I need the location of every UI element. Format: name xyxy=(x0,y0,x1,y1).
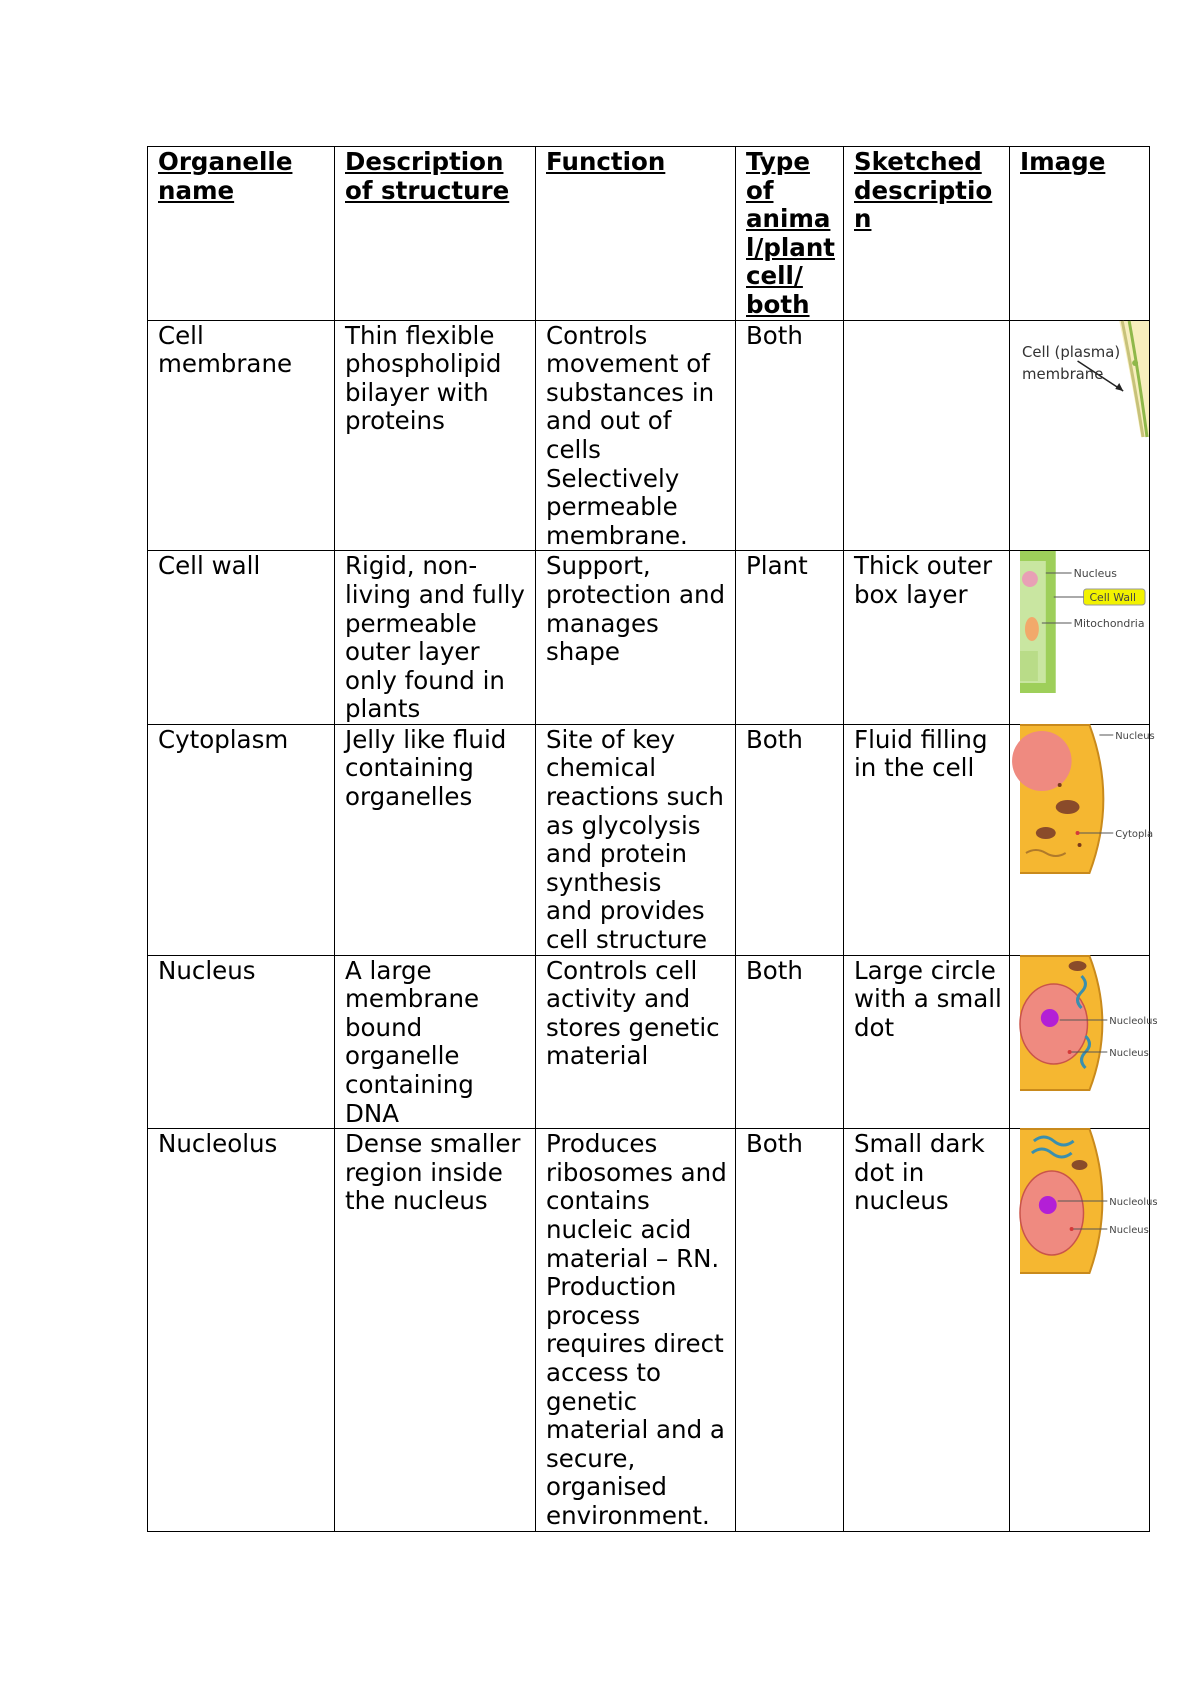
cell-type: Both xyxy=(736,1129,844,1531)
cell-organelle-name: Nucleus xyxy=(148,955,335,1129)
cell-organelle-name: Nucleolus xyxy=(148,1129,335,1531)
header-image: Image xyxy=(1010,147,1150,321)
cell-image xyxy=(1010,320,1150,551)
cell-function xyxy=(536,724,736,955)
cell-wall-illustration xyxy=(1020,551,1149,693)
organelle-table xyxy=(147,146,1158,1532)
cell-description: A large membrane bound organelle containing DNA xyxy=(335,955,536,1129)
cell-type: Plant xyxy=(736,551,844,725)
header-type: Type of animal/plant cell/ both xyxy=(736,147,844,321)
header-sketched-description: Sketched description xyxy=(844,147,1010,321)
cell-description: Dense smaller region inside the nucleus xyxy=(335,1129,536,1531)
cytoplasm-illustration xyxy=(1020,725,1155,873)
cell-description: Jelly like fluid containing organelles xyxy=(335,724,536,955)
cell-image xyxy=(1010,551,1150,725)
cell-function: Produces ribosomes and contains nucleic acid material – RN. Production process requires direct access to genetic material and a secure, organised environment. xyxy=(536,1129,736,1531)
cell-membrane-image xyxy=(1020,321,1149,437)
image-label: Mitochondria xyxy=(1073,617,1145,631)
cell-organelle-name: Cytoplasm xyxy=(148,724,335,955)
cell-type: Both xyxy=(736,724,844,955)
cell-sketch xyxy=(844,320,1010,551)
nucleolus-illustration xyxy=(1020,1129,1158,1273)
cell-sketch: Small dark dot in nucleus xyxy=(844,1129,1010,1531)
cell-type: Both xyxy=(736,955,844,1129)
image-label: Nucleus xyxy=(1115,730,1155,742)
function-text: Site of key chemical reactions such as glycolysis and protein synthesis and provides cell structure xyxy=(546,724,724,955)
cell-type: Both xyxy=(736,320,844,551)
cell-description: Thin flexible phospholipid bilayer with proteins xyxy=(335,320,536,551)
table-row xyxy=(148,724,1150,955)
cell-function xyxy=(536,320,736,551)
function-text: Controls movement of substances in and out of cells Selectively permeable membrane. xyxy=(546,320,715,550)
cell-image xyxy=(1010,955,1158,1129)
nucleus-image xyxy=(1020,956,1158,1090)
cell-sketch: Fluid filling in the cell xyxy=(844,724,1010,955)
cell-organelle-name: Cell wall xyxy=(148,551,335,725)
cell-function: Support, protection and manages shape xyxy=(536,551,736,725)
cell-sketch: Large circle with a small dot xyxy=(844,955,1010,1129)
cytoplasm-image xyxy=(1020,725,1155,873)
cell-organelle-name: Cell membrane xyxy=(148,320,335,551)
cell-image xyxy=(1010,724,1155,955)
table-header-row xyxy=(148,147,1150,321)
nucleolus-image xyxy=(1020,1129,1158,1273)
table-row xyxy=(148,320,1150,551)
cell-description: Rigid, non-living and fully permeable outer layer only found in plants xyxy=(335,551,536,725)
cell-function: Controls cell activity and stores genetic material xyxy=(536,955,736,1129)
image-label: Nucleus xyxy=(1109,1047,1149,1059)
cell-image xyxy=(1010,1129,1158,1531)
image-label: membrane xyxy=(1021,364,1104,383)
image-label: Cell (plasma) xyxy=(1021,342,1121,361)
image-label: Nucleus xyxy=(1109,1225,1149,1237)
table-row xyxy=(148,955,1150,1129)
image-label: Nucleolus xyxy=(1109,1015,1158,1027)
image-label: Cytopla xyxy=(1115,828,1154,840)
table-row xyxy=(148,1129,1150,1531)
image-label: Nucleolus xyxy=(1109,1197,1158,1209)
image-label: Cell Wall xyxy=(1089,591,1137,605)
header-description: Description of structure xyxy=(335,147,536,321)
cell-wall-image xyxy=(1020,551,1149,693)
header-organelle-name: Organelle name xyxy=(148,147,335,321)
table-row xyxy=(148,551,1150,725)
header-function: Function xyxy=(536,147,736,321)
image-label: Nucleus xyxy=(1073,567,1117,581)
nucleus-illustration xyxy=(1020,956,1158,1090)
cell-sketch: Thick outer box layer xyxy=(844,551,1010,725)
cell-membrane-illustration xyxy=(1020,321,1149,437)
